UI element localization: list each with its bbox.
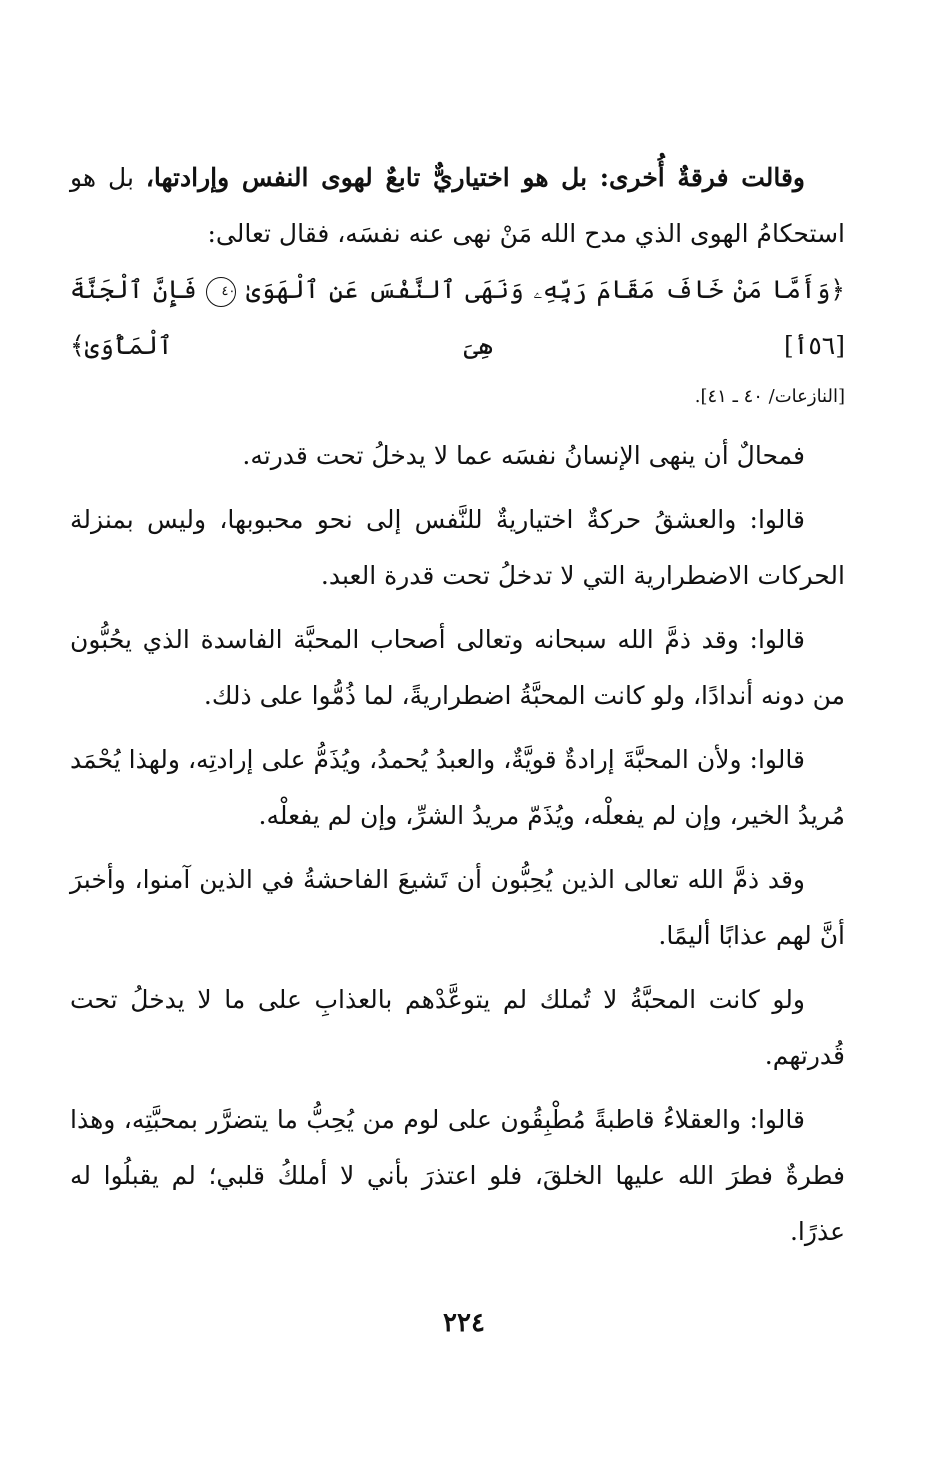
page-number: ٢٢٤ (443, 1308, 485, 1338)
paragraph-8: قالوا: والعقلاءُ قاطبةً مُطْبِقُون على لوم من يُحِبُّ ما يتضرَّر بمحبَّتِه، وهذا فطرةٌ فطرَ الله عليها الخلقَ، فلو اعتذرَ بأني لا أملكُ قلبي؛ لم يقبلُوا له عذرًا. (70, 1105, 845, 1246)
quran-verse-part-2: فَإِنَّ ٱلْجَنَّةَ [٥٦أ] هِىَ ٱلْمَأْوَىٰ﴾ (70, 275, 845, 360)
paragraph-2: فمحالٌ أن ينهى الإنسانُ نفسَه عما لا يدخلُ تحت قدرته. (242, 441, 805, 470)
paragraph-1 (70, 150, 845, 262)
paragraph-1-lead: وقالت فرقةٌ أُخرى: بل هو اختياريٌّ تابعٌ لهوى النفس وإرادتها، (145, 163, 806, 192)
paragraph-5: قالوا: ولأن المحبَّةَ إرادةٌ قويَّةٌ، والعبدُ يُحمدُ، ويُذَمُّ على إرادتِه، ولهذا يُحْمَد مُريدُ الخير، وإن لم يفعلْه، ويُذَمّ مريدُ الشرِّ، وإن لم يفعلْه. (70, 745, 845, 830)
quran-reference: [النازعات/ ٤٠ ـ ٤١]. (694, 386, 845, 407)
ayah-number-marker: ٤٠ (206, 277, 236, 307)
paragraph-7: ولو كانت المحبَّةُ لا تُملك لم يتوعَّدْهم بالعذابِ على ما لا يدخلُ تحت قُدرتهم. (70, 985, 845, 1070)
paragraph-6: وقد ذمَّ الله تعالى الذين يُحِبُّون أن تَشيعَ الفاحشةُ في الذين آمنوا، وأخبرَ أنَّ لهم عذابًا أليمًا. (70, 865, 845, 950)
paragraph-3: قالوا: والعشقُ حركةٌ اختياريةٌ للنَّفس إلى نحو محبوبها، وليس بمنزلة الحركات الاضطرارية التي لا تدخلُ تحت قدرة العبد. (70, 505, 845, 590)
page-body (70, 150, 845, 1260)
quran-verse-part-1: ﴿وَأَمَّا مَنْ خَافَ مَقَامَ رَبِّهِۦ وَنَهَى ٱلنَّفْسَ عَنِ ٱلْهَوَىٰ (246, 275, 846, 304)
paragraph-1-rest: بل هو استحكامُ الهوى الذي مدح الله مَنْ نهى عنه نفسَه، فقال تعالى: (70, 163, 845, 248)
paragraph-4: قالوا: وقد ذمَّ الله سبحانه وتعالى أصحاب المحبَّة الفاسدة الذي يحُبُّون من دونه أندادًا، ولو كانت المحبَّةُ اضطراريةً، لما ذُمُّوا على ذلك. (70, 625, 845, 710)
quran-verse (70, 262, 845, 374)
